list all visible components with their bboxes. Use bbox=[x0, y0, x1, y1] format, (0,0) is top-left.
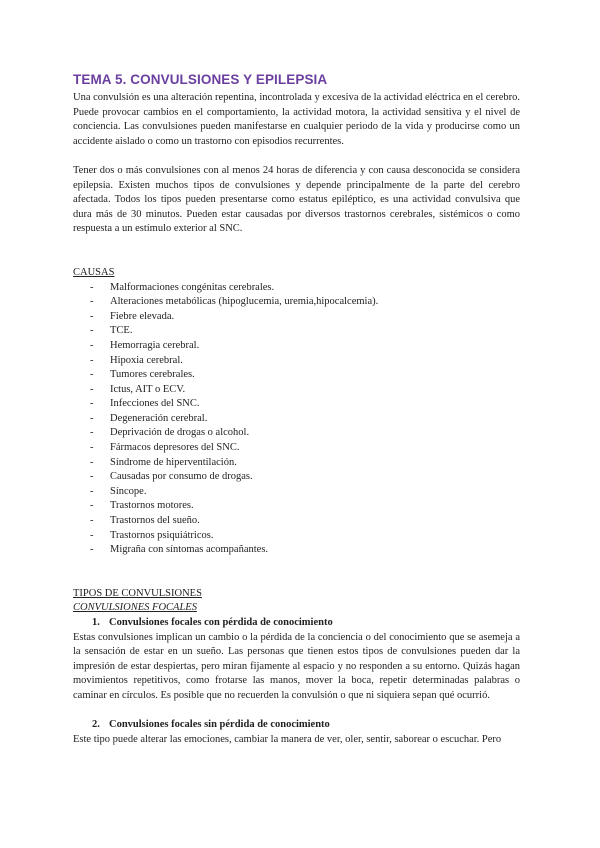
list-item: - Síndrome de hiperventilación. bbox=[90, 456, 237, 468]
list-item: - Causadas por consumo de drogas. bbox=[90, 471, 253, 483]
intro-paragraph-1: Una convulsión es una alteración repentina, incontrolada y excesiva de la actividad eléctrica en el cerebro. Puede provocar cambios en el comportamiento, la actividad motora, la actividad sensitiva y el nivel de conciencia. Las convulsiones pueden manifestarse en cualquier periodo de la vida y producirse como un accidente aislado o como un trastorno con episodios recurrentes. bbox=[73, 92, 520, 147]
list-item: - Fármacos depresores del SNC. bbox=[90, 442, 240, 454]
focales-subheading: CONVULSIONES FOCALES bbox=[73, 602, 197, 614]
list-item: - Hipoxia cerebral. bbox=[90, 354, 183, 366]
list-item: - Trastornos psiquiátricos. bbox=[90, 529, 214, 541]
list-item: - Síncope. bbox=[90, 485, 147, 497]
document-page bbox=[73, 72, 520, 747]
list-item: - Infecciones del SNC. bbox=[90, 398, 200, 410]
list-item: - Degeneración cerebral. bbox=[90, 412, 208, 424]
numbered-heading-2: 2. Convulsiones focales sin pérdida de conocimiento bbox=[92, 719, 330, 731]
intro-paragraph-2: Tener dos o más convulsiones con al menos 24 horas de diferencia y con causa desconocida se considera epilepsia. Existen muchos tipos de convulsiones y depende principalmente de la parte del cerebro afectada. Todos los tipos pueden presentarse como estatus epiléptico, es una actividad convulsiva que dura más de 30 minutos. Pueden estar causadas por diversos trastornos cerebrales, sistémicos o como respuesta a un estímulo exterior al SNC. bbox=[73, 164, 520, 235]
list-item: - Malformaciones congénitas cerebrales. bbox=[90, 281, 275, 293]
list-item: - Deprivación de drogas o alcohol. bbox=[90, 427, 250, 439]
focal-1-paragraph: Estas convulsiones implican un cambio o la pérdida de la conciencia o del conocimiento que se asemeja a la sensación de estar en un sueño. Las personas que tienen estos tipos de convulsiones pueden dar la impresión de estar despiertas, pero miran fijamente al espacio y no responden a su entorno. Quizás hagan movimientos repetitivos, como frotarse las manos, mover la boca, repetir determinadas palabras o caminar en círculos. Es posible que no recuerden la convulsión o que ni siquiera sepan qué ocurrió. bbox=[73, 631, 520, 701]
causas-list bbox=[73, 281, 520, 558]
list-item: - Trastornos del sueño. bbox=[90, 515, 200, 527]
list-item: - TCE. bbox=[90, 325, 133, 337]
list-item: - Trastornos motores. bbox=[90, 500, 194, 512]
list-item: - Tumores cerebrales. bbox=[90, 369, 195, 381]
list-item: - Fiebre elevada. bbox=[90, 310, 175, 322]
causas-heading: CAUSAS bbox=[73, 266, 115, 278]
tipos-heading: TIPOS DE CONVULSIONES bbox=[73, 587, 202, 599]
numbered-heading-1: 1. Convulsiones focales con pérdida de conocimiento bbox=[92, 617, 333, 628]
focal-2-paragraph: Este tipo puede alterar las emociones, cambiar la manera de ver, oler, sentir, saborear o escuchar. Pero bbox=[73, 733, 502, 745]
document-title: TEMA 5. CONVULSIONES Y EPILEPSIA bbox=[73, 72, 328, 87]
list-item: - Alteraciones metabólicas (hipoglucemia, uremia,hipocalcemia). bbox=[90, 296, 379, 308]
list-item: - Ictus, AIT o ECV. bbox=[90, 383, 186, 395]
list-item: - Migraña con síntomas acompañantes. bbox=[90, 544, 269, 556]
list-item: - Hemorragia cerebral. bbox=[90, 339, 200, 351]
